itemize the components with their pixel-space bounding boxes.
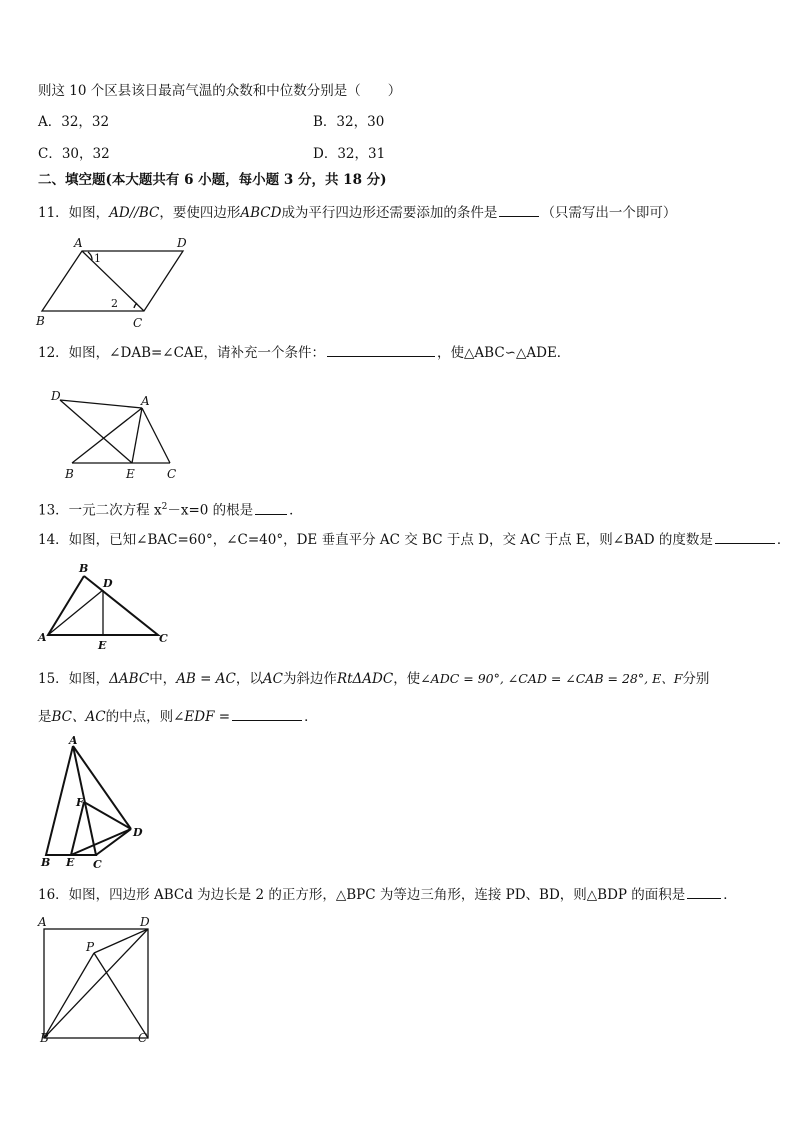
q12-text-a: 12．如图，∠DAB=∠CAE，请补充一个条件： — [38, 345, 326, 361]
q11-shape: ABCD — [240, 205, 282, 221]
q12-text — [38, 342, 570, 362]
q10-option-d: D．32，31 — [313, 146, 386, 162]
q13-text — [38, 498, 303, 520]
q13-superscript: 2 — [161, 502, 168, 512]
q12-label-c: C — [167, 467, 177, 481]
q15-text-m: BC、AC — [51, 709, 106, 725]
q16-label-a: A — [38, 915, 47, 929]
q15-text-g: 为斜边作 — [282, 671, 337, 687]
q10-option-c: C．30，32 — [38, 146, 110, 162]
q11-angle-2: 2 — [111, 297, 118, 310]
q15-text-k: 分别 — [682, 671, 710, 687]
q14-label-b: B — [79, 562, 89, 575]
q15-text-f: AC — [262, 671, 283, 687]
q15-text-h: RtΔADC — [336, 671, 394, 687]
q11-tail: （只需写出一个即可） — [541, 205, 677, 221]
q16-tail: ． — [723, 887, 737, 903]
q10-stem: 则这 10 个区县该日最高气温的众数和中位数分别是（ ） — [38, 83, 402, 99]
q14-label-d: D — [103, 577, 113, 590]
q14-label-e: E — [98, 639, 107, 652]
q12-label-a: A — [141, 394, 150, 408]
q16-text — [38, 884, 737, 904]
q11-label-d: D — [177, 236, 187, 250]
section-2-heading: 二、填空题(本大题共有 6 小题，每小题 3 分，共 18 分) — [38, 172, 387, 188]
q11-label-c: C — [133, 316, 143, 330]
q14-text-a: 14．如图，已知∠BAC=60°，∠C=40°，DE 垂直平分 AC 交 BC 于点 D，交 AC 于点 E，则∠BAD 的度数是 — [38, 532, 713, 548]
q13-answer-blank[interactable] — [255, 500, 287, 515]
q15-text-j: ∠ADC = 90°, ∠CAD = ∠CAB = 28°, E、F — [420, 671, 683, 686]
q14-answer-blank[interactable] — [715, 529, 775, 544]
q15-text-l: 是 — [38, 709, 52, 725]
q15-line-1 — [38, 670, 709, 688]
q14-figure — [36, 560, 186, 655]
q11-num: 11．如图， — [38, 205, 110, 221]
q16-label-b: B — [40, 1031, 49, 1045]
q12-label-e: E — [126, 467, 135, 481]
q15-figure — [36, 736, 156, 876]
q15-text-d: AB = AC — [176, 671, 236, 687]
q15-text-o: ∠EDF = — [173, 709, 231, 725]
q11-label-b: B — [36, 314, 45, 328]
q14-label-c: C — [159, 632, 168, 645]
q13-text-a: 13．一元二次方程 x — [38, 502, 162, 519]
q12-tail: ，使△ABC∽△ADE． — [437, 345, 571, 361]
q15-text-e: ，以 — [235, 671, 263, 687]
q15-label-a: A — [69, 734, 78, 747]
q15-text-b: ΔABC — [109, 671, 150, 687]
q15-answer-blank[interactable] — [232, 706, 302, 721]
q16-text-a: 16．如图，四边形 ABCd 为边长是 2 的正方形，△BPC 为等边三角形，连接 PD、BD，则△BDP 的面积是 — [38, 887, 686, 903]
q12-label-b: B — [65, 467, 74, 481]
q15-text-c: 中， — [149, 671, 177, 687]
q11-answer-blank[interactable] — [499, 202, 539, 217]
q15-label-f: F — [76, 796, 84, 809]
q15-line-2 — [38, 706, 318, 726]
q11-condition: AD//BC — [109, 205, 160, 221]
q16-label-p: P — [86, 940, 95, 954]
q16-label-c: C — [138, 1031, 148, 1045]
q11-text — [38, 202, 676, 222]
q16-figure — [34, 912, 164, 1052]
q13-tail: ． — [289, 502, 303, 519]
q15-label-b: B — [41, 856, 51, 869]
q15-text-i: ，使 — [393, 671, 421, 687]
q15-label-c: C — [93, 858, 102, 871]
q12-figure — [40, 386, 200, 486]
q10-option-a: A．32，32 — [38, 114, 110, 130]
q14-tail: ． — [776, 532, 791, 548]
q15-label-e: E — [66, 856, 75, 869]
q11-figure — [30, 232, 200, 332]
q10-option-b: B．32，30 — [313, 114, 385, 130]
q13-text-b: －x=0 的根是 — [167, 502, 254, 519]
q16-label-d: D — [140, 915, 150, 929]
q11-text-b: 成为平行四边形还需要添加的条件是 — [281, 205, 498, 221]
q14-text — [38, 529, 790, 549]
q15-tail: ． — [304, 709, 318, 725]
q11-label-a: A — [74, 236, 83, 250]
q15-text-a: 15．如图， — [38, 671, 110, 687]
q12-label-d: D — [51, 389, 61, 403]
q14-label-a: A — [38, 631, 47, 644]
q15-text-n: 的中点，则 — [105, 709, 174, 725]
q12-answer-blank[interactable] — [327, 342, 435, 357]
q11-text-a: ，要使四边形 — [159, 205, 241, 221]
q16-answer-blank[interactable] — [687, 884, 721, 899]
q15-label-d: D — [133, 826, 143, 839]
q11-angle-1: 1 — [94, 252, 101, 265]
